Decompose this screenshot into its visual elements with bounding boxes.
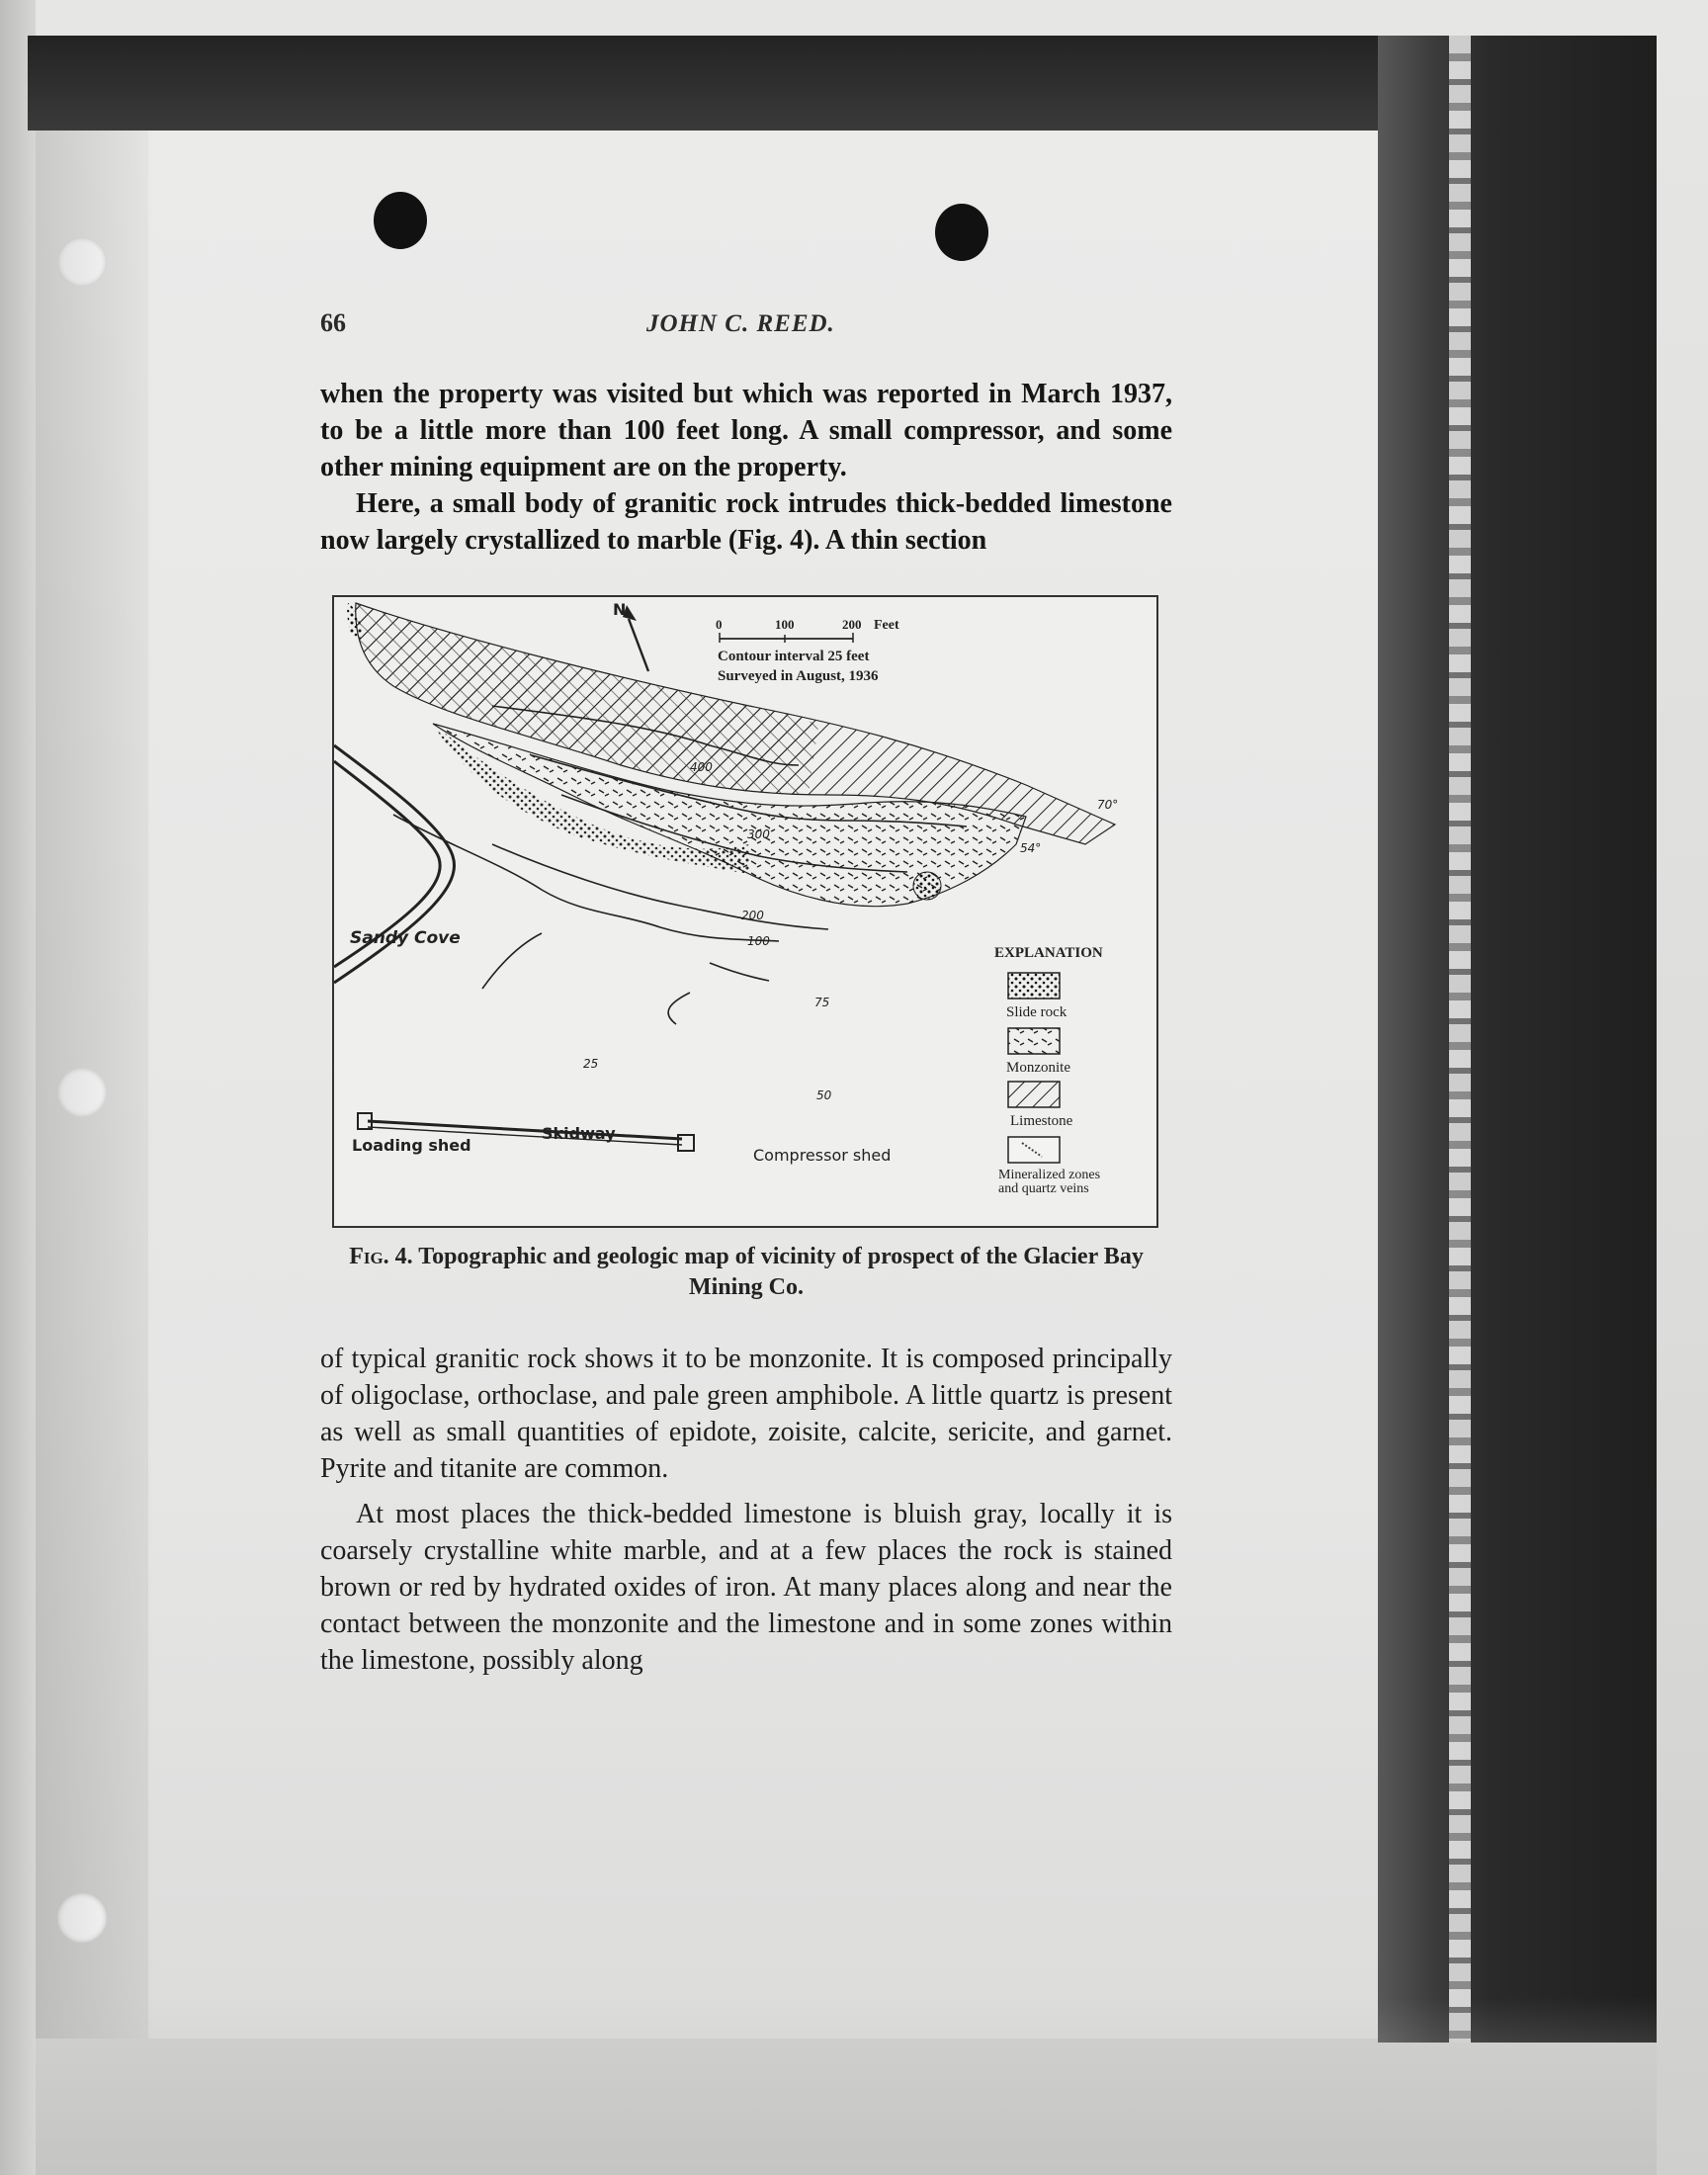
page-header (320, 306, 1172, 346)
caption-label: Fig. 4. (349, 1244, 413, 1269)
contour-label: 75 (814, 996, 830, 1009)
north-arrow (613, 600, 648, 671)
paragraph: At most places the thick-bedded limestone is bluish gray, locally it is coarsely crystalline white marble, and at a few places the rock is stained brown or red by hydrated oxides of iron. At many places along and near the contact between the monzonite and the limestone and in some zones within the limestone, possibly along (320, 1499, 1172, 1676)
legend-swatch-limestone (1008, 1082, 1060, 1107)
north-label: N (613, 600, 627, 619)
contour-label: 400 (690, 760, 713, 774)
scale-tick-label: 200 (842, 617, 862, 632)
scan-shadow-right (1378, 36, 1657, 2043)
legend (994, 945, 1154, 1224)
survey-date-note: Surveyed in August, 1936 (718, 668, 879, 684)
dip-label: 70° (1097, 798, 1119, 812)
sandy-cove-label: Sandy Cove (350, 928, 461, 948)
legend-label: Limestone (1010, 1113, 1073, 1129)
scale-tick-label: 0 (716, 617, 723, 632)
punch-hole-right (935, 204, 988, 261)
scan-fade-bottom (36, 1997, 1657, 2175)
contour-interval-note: Contour interval 25 feet (718, 649, 870, 664)
loading-shed-label: Loading shed (352, 1136, 471, 1155)
figure-caption (320, 1242, 1172, 1303)
text-top (320, 376, 1172, 559)
page-number: 66 (320, 308, 346, 337)
paragraph: of typical granitic rock shows it to be monzonite. It is composed principally of oligoclase, orthoclase, and pale green amphibole. A little quartz is present as well as small quantities of epidote, zoisite, calcite, sericite, and garnet. Pyrite and titanite are common. (320, 1344, 1172, 1484)
text-bottom (320, 1341, 1172, 1679)
limestone-crosshatch (356, 603, 818, 795)
figure-map (332, 595, 1158, 1228)
legend-title: EXPLANATION (994, 945, 1103, 961)
caption-text: Topographic and geologic map of vicinity of prospect of the Glacier Bay Mining Co. (418, 1244, 1144, 1300)
punch-hole-left (374, 192, 427, 249)
slide-rock-knob (913, 872, 941, 900)
contour-label: 300 (747, 827, 770, 841)
paragraph: when the property was visited but which was reported in March 1937, to be a little more than 100 feet long. A small compressor, and some other mining equipment are on the property. (320, 379, 1172, 482)
legend-label: Mineralized zones and quartz veins (998, 1169, 1101, 1196)
contour-label: 25 (583, 1057, 599, 1071)
dip-label: 54° (1020, 841, 1042, 855)
paragraph: Here, a small body of granitic rock intrudes thick-bedded limestone now largely crystallized to marble (Fig. 4). A thin section (320, 488, 1172, 556)
page-shadow (36, 130, 154, 2039)
running-head: JOHN C. REED. (646, 310, 835, 337)
skidway-label: Skidway (542, 1124, 616, 1143)
contour-label: 50 (816, 1088, 832, 1102)
binder-strip (0, 0, 36, 2175)
geologic-map (334, 597, 1156, 1226)
legend-swatch-slide-rock (1008, 973, 1060, 999)
contour-label: 200 (741, 909, 764, 922)
scale-bar (716, 617, 899, 684)
scale-unit: Feet (874, 618, 899, 633)
legend-mineralized-wrapper (998, 1169, 1154, 1224)
compressor-shed-label: Compressor shed (753, 1146, 892, 1165)
torn-page-edge (1449, 36, 1471, 2043)
scale-tick-label: 100 (775, 617, 795, 632)
legend-label: Monzonite (1006, 1060, 1070, 1076)
contour-label: 100 (747, 934, 770, 948)
legend-swatch-mineralized (1008, 1137, 1060, 1163)
legend-swatch-monzonite (1008, 1028, 1060, 1054)
legend-label: Slide rock (1006, 1004, 1068, 1020)
